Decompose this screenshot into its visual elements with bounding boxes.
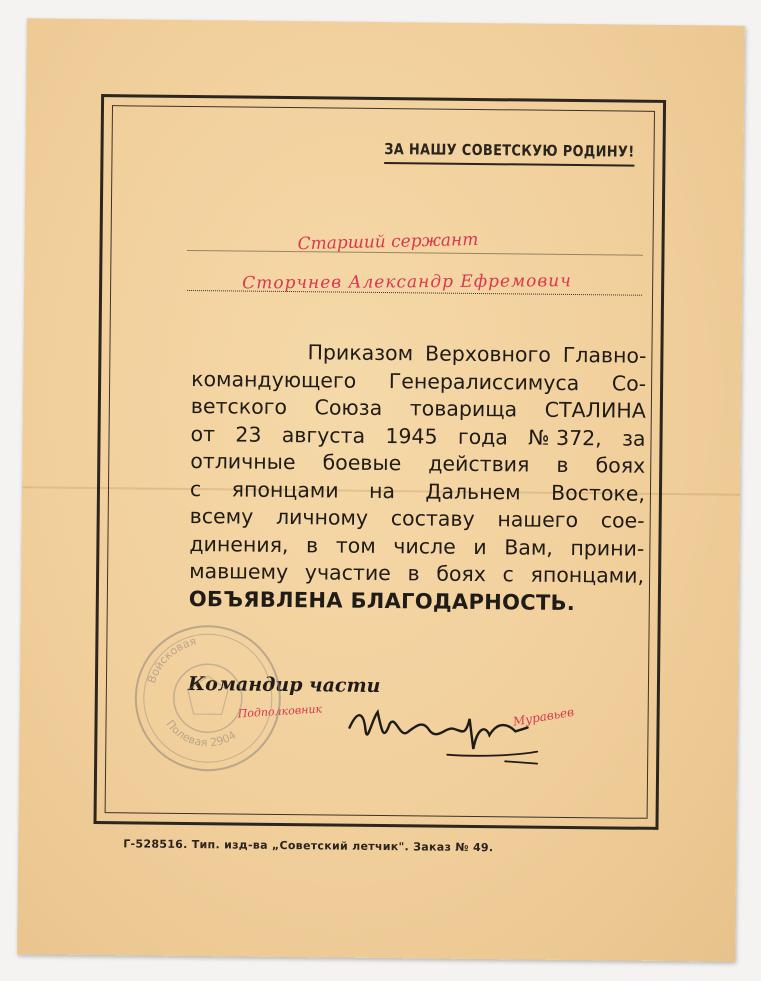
order-word: Приказом: [307, 340, 414, 366]
order-word: отличные: [190, 449, 296, 475]
recipient-name-handwritten: Сторчнев Александр Ефремович: [242, 271, 572, 294]
order-word: на: [368, 478, 396, 503]
order-word: с: [502, 562, 515, 587]
commander-signature-icon: [337, 690, 598, 783]
order-word: японцами: [231, 476, 339, 503]
order-word: ветского: [190, 394, 288, 420]
commander-surname-handwritten: Муравьев: [511, 704, 576, 729]
order-word: товарища: [409, 396, 518, 422]
order-word: том: [335, 533, 376, 558]
order-word: составу: [390, 506, 475, 531]
slogan-header: ЗА НАШУ СОВЕТСКУЮ РОДИНУ!: [384, 140, 634, 167]
order-word: числе: [393, 533, 456, 559]
order-word: в: [407, 561, 420, 586]
order-word: Со-: [611, 370, 647, 396]
order-word: Вам,: [504, 534, 554, 560]
order-text: [189, 338, 647, 618]
order-word: личному: [275, 504, 369, 530]
recipient-rank-handwritten: Старший сержант: [297, 229, 479, 255]
order-word: Дальнем: [425, 478, 521, 504]
order-word: участие: [304, 560, 391, 586]
order-text-line: [190, 476, 645, 508]
order-word: боях: [595, 453, 646, 478]
gratitude-announcement: ОБЪЯВЛЕНА БЛАГОДАРНОСТЬ.: [188, 586, 576, 615]
stamp-text-bottom: Полевая 2904: [163, 717, 239, 750]
award-certificate: [17, 18, 745, 961]
document-border: [93, 94, 666, 830]
order-word: от: [190, 421, 216, 446]
order-word: № 372,: [528, 425, 602, 450]
order-word: с: [189, 476, 202, 501]
order-word: Востоке,: [550, 480, 646, 506]
order-word: в: [556, 452, 569, 477]
order-word: года: [457, 424, 509, 449]
order-word: всему: [189, 503, 254, 529]
order-word: действия: [428, 451, 530, 477]
order-word: Главно-: [562, 342, 647, 368]
commander-rank-handwritten: Подполковник: [237, 702, 323, 721]
printer-imprint: Г-528516. Тип. изд-ва „Советский летчик". Заказ № 49.: [123, 837, 494, 855]
order-word: командующего: [191, 366, 357, 393]
order-word: Генералиссимуса: [388, 368, 580, 395]
order-word: японцами,: [530, 562, 645, 588]
svg-text:Войсковая: [145, 634, 198, 685]
order-word: августа: [281, 422, 366, 448]
order-word: динения,: [189, 531, 289, 557]
order-word: СТАЛИНА: [544, 397, 646, 423]
order-word: прини-: [570, 535, 645, 561]
order-word: боевые: [322, 450, 402, 476]
official-seal-stamp: [127, 617, 289, 779]
order-word: 23: [235, 421, 262, 447]
order-word: в: [305, 532, 319, 557]
order-word: Верховного: [425, 341, 551, 367]
order-word: за: [621, 426, 646, 451]
commander-label: Командир части: [187, 672, 381, 698]
order-word: сое-: [600, 508, 645, 533]
svg-text:Полевая 2904: [163, 718, 238, 750]
order-word: нашего: [497, 507, 579, 533]
order-word: мавшему: [189, 558, 289, 585]
order-word: 1945: [385, 423, 438, 449]
order-word: и: [473, 534, 487, 559]
stamp-text-top: Войсковая: [145, 634, 198, 685]
order-word: Союза: [314, 395, 383, 421]
order-word: боях: [436, 561, 487, 587]
